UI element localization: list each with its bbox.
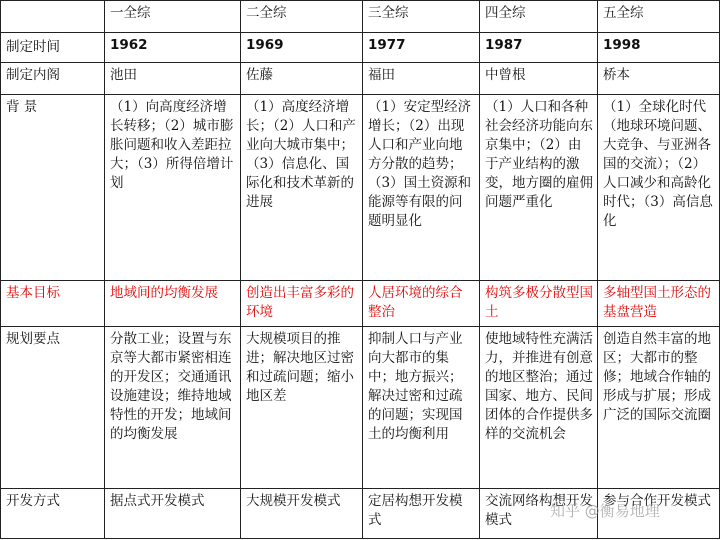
key-points-cell: 使地域特性充满活力，并推进有创意的地区整治；通过国家、地方、民间团体的合作提供多样的交流机会: [480, 327, 598, 489]
key-points-cell: 抑制人口与产业向大都市的集中；地方振兴；解决过密和过疏的问题；实现国土的均衡利用: [363, 327, 480, 489]
header-cell-plan-2: 二全综: [241, 1, 363, 33]
year-cell: 1977: [363, 33, 480, 63]
cabinet-cell: 中曾根: [480, 63, 598, 95]
method-cell: 参与合作开发模式: [598, 489, 720, 539]
row-label-year: 制定时间: [1, 33, 105, 63]
cabinet-cell: 桥本: [598, 63, 720, 95]
goal-cell: 构筑多极分散型国土: [480, 281, 598, 327]
row-label-key-points: 规划要点: [1, 327, 105, 489]
row-label-cabinet: 制定内阁: [1, 63, 105, 95]
cabinet-cell: 佐藤: [241, 63, 363, 95]
key-points-cell: 创造自然丰富的地区；大都市的整修；地域合作轴的形成与扩展；形成广泛的国际交流圈: [598, 327, 720, 489]
goal-cell: 创造出丰富多彩的环境: [241, 281, 363, 327]
year-cell: 1987: [480, 33, 598, 63]
key-points-cell: 大规模项目的推进；解决地区过密和过疏问题；缩小地区差: [241, 327, 363, 489]
year-row: [1, 33, 720, 63]
background-cell: （1）向高度经济增长转移；（2）城市膨胀问题和收入差距拉大；（3）所得倍增计划: [105, 95, 241, 281]
cabinet-cell: 池田: [105, 63, 241, 95]
row-label-background: 背 景: [1, 95, 105, 281]
method-cell: 交流网络构想开发模式: [480, 489, 598, 539]
goal-cell: 人居环境的综合整治: [363, 281, 480, 327]
method-cell: 大规模开发模式: [241, 489, 363, 539]
header-cell-plan-1: 一全综: [105, 1, 241, 33]
background-cell: （1）安定型经济增长；（2）出现人口和产业向地方分散的趋势；（3）国土资源和能源等有限的问题明显化: [363, 95, 480, 281]
cabinet-row: [1, 63, 720, 95]
key-points-cell: 分散工业；设置与东京等大都市紧密相连的开发区；交通通讯设施建设；维持地域特性的开发；地域间的均衡发展: [105, 327, 241, 489]
background-row: [1, 95, 720, 281]
row-label-goal: 基本目标: [1, 281, 105, 327]
year-cell: 1969: [241, 33, 363, 63]
goal-row: [1, 281, 720, 327]
background-cell: （1）高度经济增长；（2）人口和产业向大城市集中；（3）信息化、国际化和技术革新的进展: [241, 95, 363, 281]
header-row: [1, 1, 720, 33]
header-cell-plan-3: 三全综: [363, 1, 480, 33]
method-cell: 据点式开发模式: [105, 489, 241, 539]
header-cell-plan-4: 四全综: [480, 1, 598, 33]
method-cell: 定居构想开发模式: [363, 489, 480, 539]
goal-cell: 多轴型国土形态的基盘营造: [598, 281, 720, 327]
goal-cell: 地域间的均衡发展: [105, 281, 241, 327]
header-cell-plan-5: 五全综: [598, 1, 720, 33]
watermark-text: 知乎 @衡易地理: [550, 502, 660, 520]
key-points-row: [1, 327, 720, 489]
row-label-method: 开发方式: [1, 489, 105, 539]
year-cell: 1998: [598, 33, 720, 63]
cabinet-cell: 福田: [363, 63, 480, 95]
background-cell: （1）全球化时代（地球环境问题、大竞争、与亚洲各国的交流）；（2）人口减少和高龄化时代；（3）高信息化: [598, 95, 720, 281]
year-cell: 1962: [105, 33, 241, 63]
background-cell: （1）人口和各种社会经济功能向东京集中；（2）由于产业结构的激变，地方圈的雇佣问题严重化: [480, 95, 598, 281]
header-cell-blank: [1, 1, 105, 33]
